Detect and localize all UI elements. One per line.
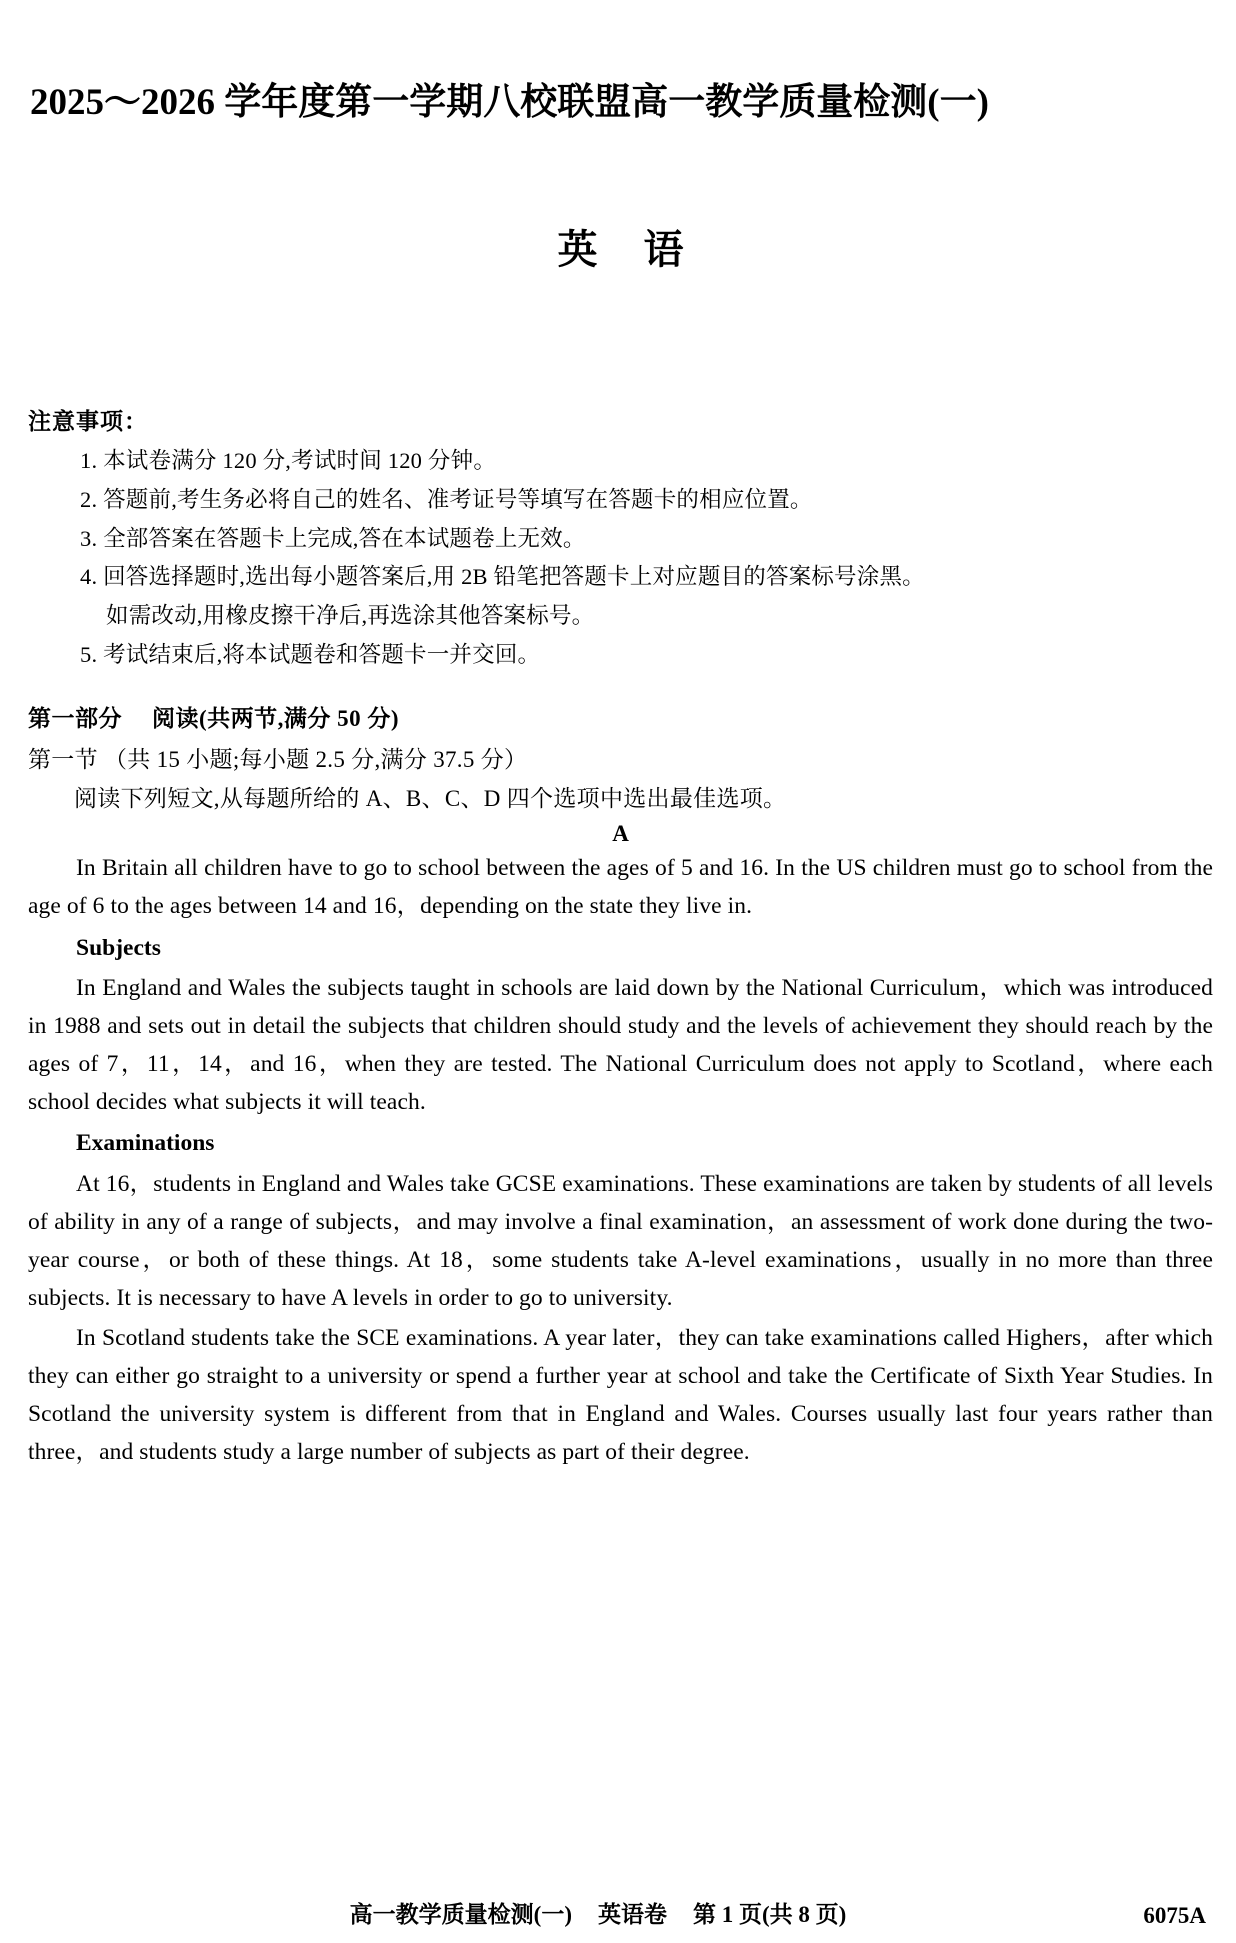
passage-subheading-subjects: Subjects [76,934,161,961]
page-footer [0,1896,1236,1929]
passage-label: A [612,821,629,847]
subject-title: 英语 [557,227,730,273]
passage-paragraph-examinations-1: At 16，students in England and Wales take GCSE examinations. These examinations are taken by students of all levels of ability in any of a range of subjects，and may involve a final examination，an assessment of work done during the two-year course，or both of these things. At 18，some students take A-level examinations，usually in no more than three subjects. It is necessary to have A levels in order to go to university. [28,1170,1213,1312]
notes-heading: 注意事项： [28,409,148,435]
footer-page-number: 第 1 页(共 8 页) [693,1902,847,1927]
part-one-title: 第一部分 [28,706,122,732]
part-one-heading [28,700,1213,733]
section-one-heading: 第一节 （共 15 小题;每小题 2.5 分,满分 37.5 分） [28,747,528,773]
note-item: 1. 本试卷满分 120 分,考试时间 120 分钟。 [80,448,497,474]
note-item: 4. 回答选择题时,选出每小题答案后,用 2B 铅笔把答题卡上对应题目的答案标号涂黑。 [80,564,925,590]
note-item-continuation-text: 如需改动,用橡皮擦干净后,再选涂其他答案标号。 [106,603,595,628]
part-one-name: 阅读(共两节,满分 50 分) [152,706,400,732]
passage-paragraph-examinations-2: In Scotland students take the SCE examinations. A year later，they can take examinations called Highers，after which they can either go straight to a university or spend a further year at school and take the Certificate of Sixth Year Studies. In Scotland the university system is different from that in England and Wales. Courses usually last four years rather than three，and students study a large number of subjects as part of their degree. [28,1325,1213,1466]
page-content [28,80,1213,1471]
section-one-instruction: 阅读下列短文,从每题所给的 A、B、C、D 四个选项中选出最佳选项。 [74,786,787,812]
notes-section [28,403,1213,674]
passage-paragraph-subjects: In England and Wales the subjects taught in schools are laid down by the National Curriculum，which was introduced in 1988 and sets out in detail the subjects that children should study and the levels of achievement they should reach by the ages of 7，11，14，and 16，when they are tested. The National Curriculum does not apply to Scotland，where each school decides what subjects it will teach. [28,975,1213,1116]
passage-paragraph: In Britain all children have to go to school between the ages of 5 and 16. In the US children must go to school from the age of 6 to the ages between 14 and 16，depending on the state they live in. [28,855,1213,920]
note-item: 5. 考试结束后,将本试题卷和答题卡一并交回。 [80,641,541,667]
note-item: 2. 答题前,考生务必将自己的姓名、准考证号等填写在答题卡的相应位置。 [80,486,813,512]
footer-exam-name: 高一教学质量检测(一) [349,1902,572,1927]
note-item-continuation [80,597,1213,636]
footer-paper: 英语卷 [598,1902,667,1927]
exam-title: 2025～2026 学年度第一学期八校联盟高一教学质量检测(一) [30,82,989,123]
footer-code: 6075A [1143,1903,1206,1928]
note-item: 3. 全部答案在答题卡上完成,答在本试题卷上无效。 [80,525,586,551]
passage-subheading-examinations: Examinations [76,1130,215,1157]
